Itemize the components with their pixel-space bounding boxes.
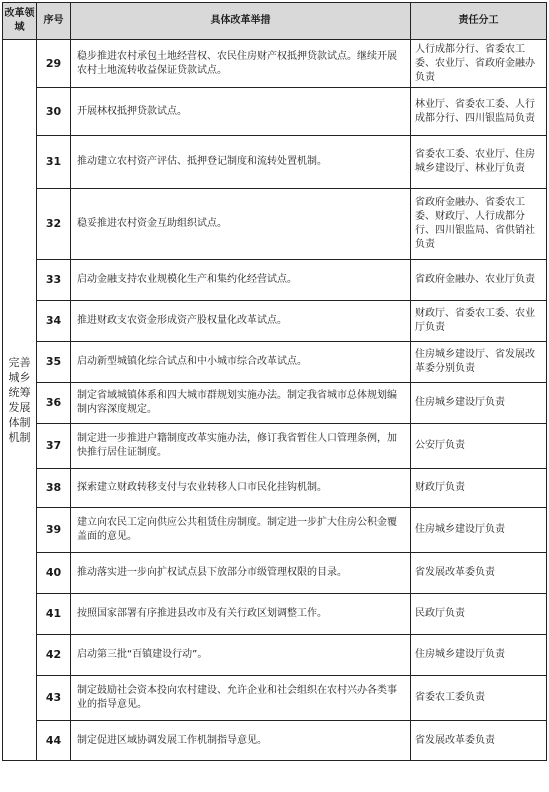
row-measure: 制定鼓励社会资本投向农村建设、允许企业和社会组织在农村兴办各类事业的指导意见。 <box>71 676 411 721</box>
table-row <box>3 424 547 469</box>
row-measure: 制定进一步推进户籍制度改革实施办法，修订我省暂住人口管理条例，加快推行居住证制度。 <box>71 424 411 469</box>
table-row <box>3 301 547 342</box>
row-number: 43 <box>37 676 71 721</box>
row-responsibility: 人行成都分行、省委农工委、农业厅、省政府金融办负责 <box>411 40 547 88</box>
row-responsibility: 民政厅负责 <box>411 594 547 635</box>
row-number: 38 <box>37 469 71 508</box>
table-row <box>3 721 547 761</box>
row-measure: 稳妥推进农村资金互助组织试点。 <box>71 189 411 260</box>
row-measure: 建立向农民工定向供应公共租赁住房制度。制定进一步扩大住房公积金覆盖面的意见。 <box>71 508 411 553</box>
table-row <box>3 342 547 383</box>
row-number: 41 <box>37 594 71 635</box>
row-number: 44 <box>37 721 71 761</box>
table-row <box>3 508 547 553</box>
header-no: 序号 <box>37 3 71 40</box>
row-measure: 开展林权抵押贷款试点。 <box>71 88 411 136</box>
area-label: 完善城乡统筹发展体制机制 <box>3 40 37 761</box>
row-measure: 启动新型城镇化综合试点和中小城市综合改革试点。 <box>71 342 411 383</box>
row-responsibility: 省委农工委负责 <box>411 676 547 721</box>
table-row <box>3 469 547 508</box>
row-number: 35 <box>37 342 71 383</box>
row-responsibility: 省政府金融办、省委农工委、财政厅、人行成都分行、四川银监局、省供销社负责 <box>411 189 547 260</box>
table-row <box>3 136 547 189</box>
row-responsibility: 省政府金融办、农业厅负责 <box>411 260 547 301</box>
row-measure: 推动建立农村资产评估、抵押登记制度和流转处置机制。 <box>71 136 411 189</box>
row-number: 31 <box>37 136 71 189</box>
table-row <box>3 594 547 635</box>
table-row <box>3 553 547 594</box>
row-responsibility: 住房城乡建设厅、省发展改革委分别负责 <box>411 342 547 383</box>
table-row <box>3 635 547 676</box>
row-number: 29 <box>37 40 71 88</box>
row-measure: 制定促进区域协调发展工作机制指导意见。 <box>71 721 411 761</box>
header-measure: 具体改革举措 <box>71 3 411 40</box>
row-number: 30 <box>37 88 71 136</box>
row-measure: 启动金融支持农业规模化生产和集约化经营试点。 <box>71 260 411 301</box>
table-body <box>3 40 547 761</box>
table-row <box>3 383 547 424</box>
row-responsibility: 省发展改革委负责 <box>411 553 547 594</box>
row-measure: 启动第三批“百镇建设行动”。 <box>71 635 411 676</box>
row-measure: 探索建立财政转移支付与农业转移人口市民化挂钩机制。 <box>71 469 411 508</box>
table-row <box>3 40 547 88</box>
row-measure: 按照国家部署有序推进县改市及有关行政区划调整工作。 <box>71 594 411 635</box>
table-row <box>3 88 547 136</box>
row-number: 34 <box>37 301 71 342</box>
row-number: 37 <box>37 424 71 469</box>
row-responsibility: 林业厅、省委农工委、人行成都分行、四川银监局负责 <box>411 88 547 136</box>
row-number: 36 <box>37 383 71 424</box>
row-number: 33 <box>37 260 71 301</box>
row-measure: 制定省域城镇体系和四大城市群规划实施办法。制定我省城市总体规划编制内容深度规定。 <box>71 383 411 424</box>
row-responsibility: 省发展改革委负责 <box>411 721 547 761</box>
row-responsibility: 住房城乡建设厅负责 <box>411 383 547 424</box>
header-area: 改革领域 <box>3 3 37 40</box>
row-number: 32 <box>37 189 71 260</box>
row-measure: 推进财政支农资金形成资产股权量化改革试点。 <box>71 301 411 342</box>
row-responsibility: 财政厅、省委农工委、农业厅负责 <box>411 301 547 342</box>
row-responsibility: 住房城乡建设厅负责 <box>411 635 547 676</box>
row-measure: 推动落实进一步向扩权试点县下放部分市级管理权限的目录。 <box>71 553 411 594</box>
reform-measures-table <box>2 2 547 761</box>
row-responsibility: 省委农工委、农业厅、住房城乡建设厅、林业厅负责 <box>411 136 547 189</box>
row-number: 42 <box>37 635 71 676</box>
row-number: 39 <box>37 508 71 553</box>
table-header-row <box>3 3 547 40</box>
row-responsibility: 财政厅负责 <box>411 469 547 508</box>
table-row <box>3 189 547 260</box>
row-responsibility: 住房城乡建设厅负责 <box>411 508 547 553</box>
row-responsibility: 公安厅负责 <box>411 424 547 469</box>
row-number: 40 <box>37 553 71 594</box>
table-row <box>3 676 547 721</box>
row-measure: 稳步推进农村承包土地经营权、农民住房财产权抵押贷款试点。继续开展农村土地流转收益保证贷款试点。 <box>71 40 411 88</box>
header-responsibility: 责任分工 <box>411 3 547 40</box>
table-row <box>3 260 547 301</box>
